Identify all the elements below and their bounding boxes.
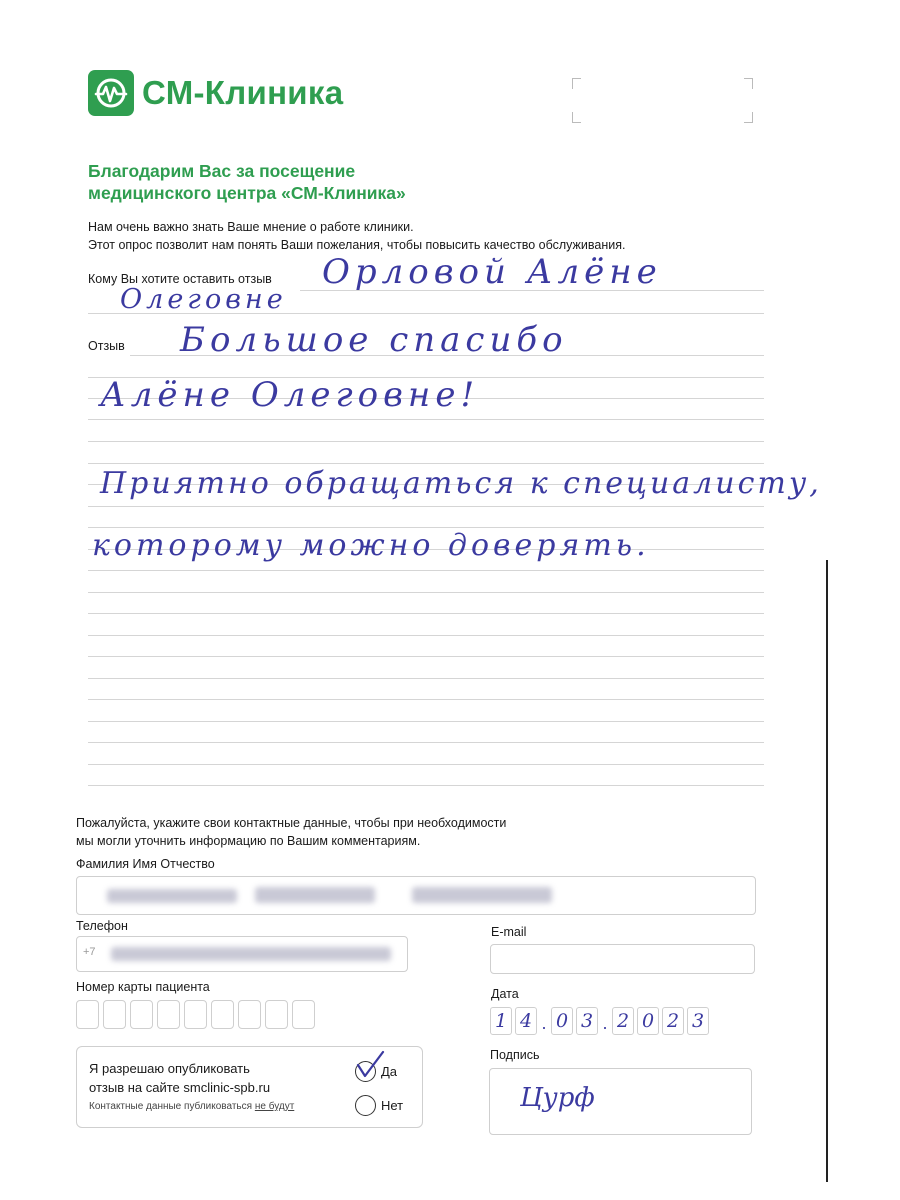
name-field[interactable] [76, 876, 756, 915]
intro-line: Нам очень важно знать Ваше мнение о работе клиники. [88, 220, 414, 234]
ruled-line [88, 678, 764, 679]
ruled-line [88, 441, 764, 442]
date-cells[interactable] [490, 1007, 709, 1039]
card-number-cells[interactable] [76, 1000, 315, 1029]
card-digit-cell[interactable] [211, 1000, 234, 1029]
email-field[interactable] [490, 944, 755, 974]
yes-label: Да [381, 1064, 398, 1079]
ruled-line [88, 785, 764, 786]
no-radio[interactable] [355, 1095, 376, 1116]
signature-handwriting: Цурф [520, 1083, 595, 1113]
consent-line: отзыв на сайте smclinic-spb.ru [89, 1080, 271, 1095]
ruled-line [88, 656, 764, 657]
redacted-text [111, 947, 391, 961]
card-digit-cell[interactable] [130, 1000, 153, 1029]
intro-line: Этот опрос позволит нам понять Ваши пожелания, чтобы повысить качество обслуживания. [88, 238, 626, 252]
date-digit-cell[interactable]: 3 [687, 1007, 709, 1035]
intro-text [88, 218, 738, 254]
review-label: Отзыв [88, 339, 125, 353]
ruled-line [88, 699, 764, 700]
ruled-line [88, 419, 764, 420]
phone-field[interactable] [76, 936, 408, 972]
title-line: медицинского центра «СМ-Клиника» [88, 183, 406, 203]
card-digit-cell[interactable] [76, 1000, 99, 1029]
page-title [88, 160, 588, 204]
phone-prefix: +7 [83, 946, 96, 958]
ruled-line [88, 613, 764, 614]
recipient-handwriting: Олеговне [120, 284, 287, 315]
consent-line: Я разрешаю опубликовать [89, 1061, 250, 1076]
review-handwriting: Приятно обращаться к специалисту, [100, 466, 822, 501]
date-label: Дата [491, 987, 519, 1001]
email-label: E-mail [491, 925, 527, 939]
card-digit-cell[interactable] [238, 1000, 261, 1029]
signature-field[interactable] [489, 1068, 752, 1135]
date-digit-cell[interactable]: 2 [612, 1007, 634, 1035]
contact-prompt-line: мы могли уточнить информацию по Вашим комментариям. [76, 834, 421, 848]
ruled-line [88, 592, 764, 593]
redacted-text [255, 887, 375, 903]
name-label: Фамилия Имя Отчество [76, 857, 215, 871]
date-separator: . [541, 1013, 547, 1033]
card-digit-cell[interactable] [292, 1000, 315, 1029]
scan-edge-line [826, 560, 828, 1182]
registration-mark [572, 112, 581, 123]
ruled-line [88, 506, 764, 507]
consent-note-text: Контактные данные публиковаться [89, 1101, 253, 1112]
consent-note [89, 1101, 294, 1112]
ruled-line [88, 570, 764, 571]
clinic-logo [88, 70, 134, 116]
date-separator: . [602, 1013, 608, 1033]
title-line: Благодарим Вас за посещение [88, 161, 356, 181]
redacted-text [412, 887, 552, 903]
consent-note-emphasis: не будут [254, 1101, 295, 1112]
recipient-handwriting: Орловой Алёне [322, 252, 662, 292]
signature-label: Подпись [490, 1048, 540, 1062]
date-digit-cell[interactable]: 1 [490, 1007, 512, 1035]
registration-mark [572, 78, 581, 89]
publication-consent-box [76, 1046, 423, 1128]
ruled-line [88, 635, 764, 636]
card-digit-cell[interactable] [184, 1000, 207, 1029]
brand-name: СМ-Клиника [142, 74, 344, 111]
review-handwriting: которому можно доверять. [92, 528, 650, 563]
date-digit-cell[interactable]: 0 [551, 1007, 573, 1035]
registration-mark [744, 112, 753, 123]
contact-prompt [76, 814, 506, 850]
review-handwriting: Алёне Олеговне! [100, 375, 480, 415]
heartbeat-icon [88, 70, 134, 116]
ruled-line [88, 742, 764, 743]
card-digit-cell[interactable] [157, 1000, 180, 1029]
recipient-label: Кому Вы хотите оставить отзыв [88, 272, 272, 286]
date-digit-cell[interactable]: 4 [515, 1007, 537, 1035]
consent-text [89, 1059, 270, 1097]
ruled-line [88, 463, 764, 464]
date-digit-cell[interactable]: 2 [662, 1007, 684, 1035]
redacted-text [107, 889, 237, 903]
ruled-line [88, 721, 764, 722]
phone-label: Телефон [76, 919, 128, 933]
card-label: Номер карты пациента [76, 980, 210, 994]
ruled-line [88, 764, 764, 765]
card-digit-cell[interactable] [265, 1000, 288, 1029]
review-handwriting: Большое спасибо [180, 320, 568, 360]
contact-prompt-line: Пожалуйста, укажите свои контактные данные, чтобы при необходимости [76, 816, 507, 830]
registration-mark [744, 78, 753, 89]
card-digit-cell[interactable] [103, 1000, 126, 1029]
date-digit-cell[interactable]: 3 [576, 1007, 598, 1035]
date-digit-cell[interactable]: 0 [637, 1007, 659, 1035]
no-label: Нет [381, 1098, 404, 1113]
